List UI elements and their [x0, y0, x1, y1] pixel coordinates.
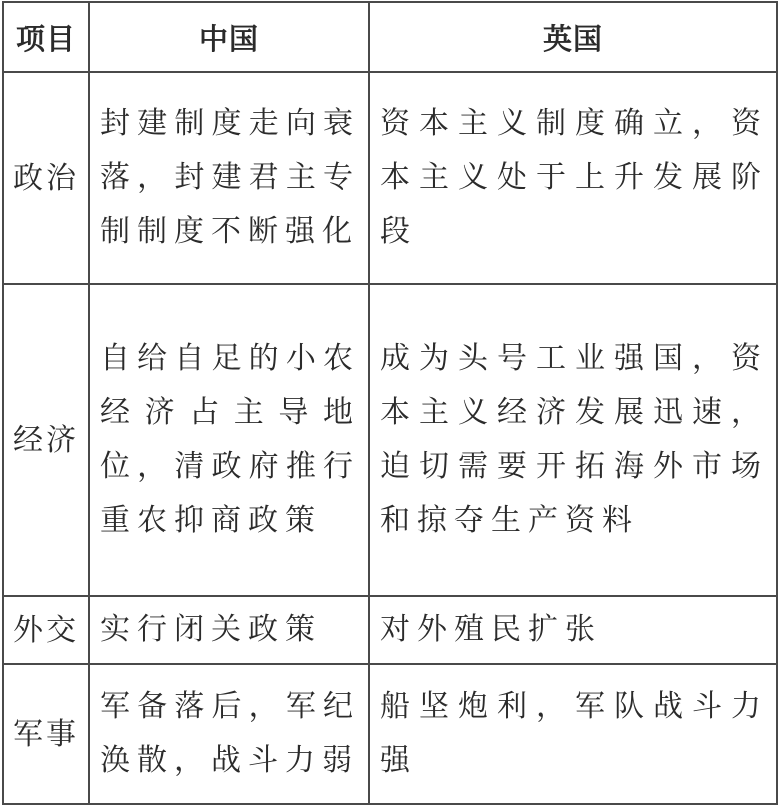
table-row-politics	[3, 72, 777, 284]
table-header-row	[3, 2, 777, 72]
britain-military: 船坚炮利，军队战斗力强	[369, 664, 777, 804]
britain-diplomacy: 对外殖民扩张	[369, 596, 777, 664]
china-military: 军备落后，军纪涣散，战斗力弱	[89, 664, 369, 804]
china-diplomacy: 实行闭关政策	[89, 596, 369, 664]
header-china: 中国	[89, 2, 369, 72]
header-britain: 英国	[369, 2, 777, 72]
row-label-diplomacy: 外交	[3, 596, 89, 664]
row-label-military: 军事	[3, 664, 89, 804]
britain-politics: 资本主义制度确立，资本主义处于上升发展阶段	[369, 72, 777, 284]
britain-economy: 成为头号工业强国，资本主义经济发展迅速，迫切需要开拓海外市场和掠夺生产资料	[369, 284, 777, 596]
china-politics: 封建制度走向衰落，封建君主专制制度不断强化	[89, 72, 369, 284]
table-row-diplomacy	[3, 596, 777, 664]
table-row-military	[3, 664, 777, 804]
row-label-politics: 政治	[3, 72, 89, 284]
header-item: 项目	[3, 2, 89, 72]
table-row-economy	[3, 284, 777, 596]
china-economy: 自给自足的小农经济占主导地位，清政府推行重农抑商政策	[89, 284, 369, 596]
comparison-table	[2, 1, 778, 805]
row-label-economy: 经济	[3, 284, 89, 596]
